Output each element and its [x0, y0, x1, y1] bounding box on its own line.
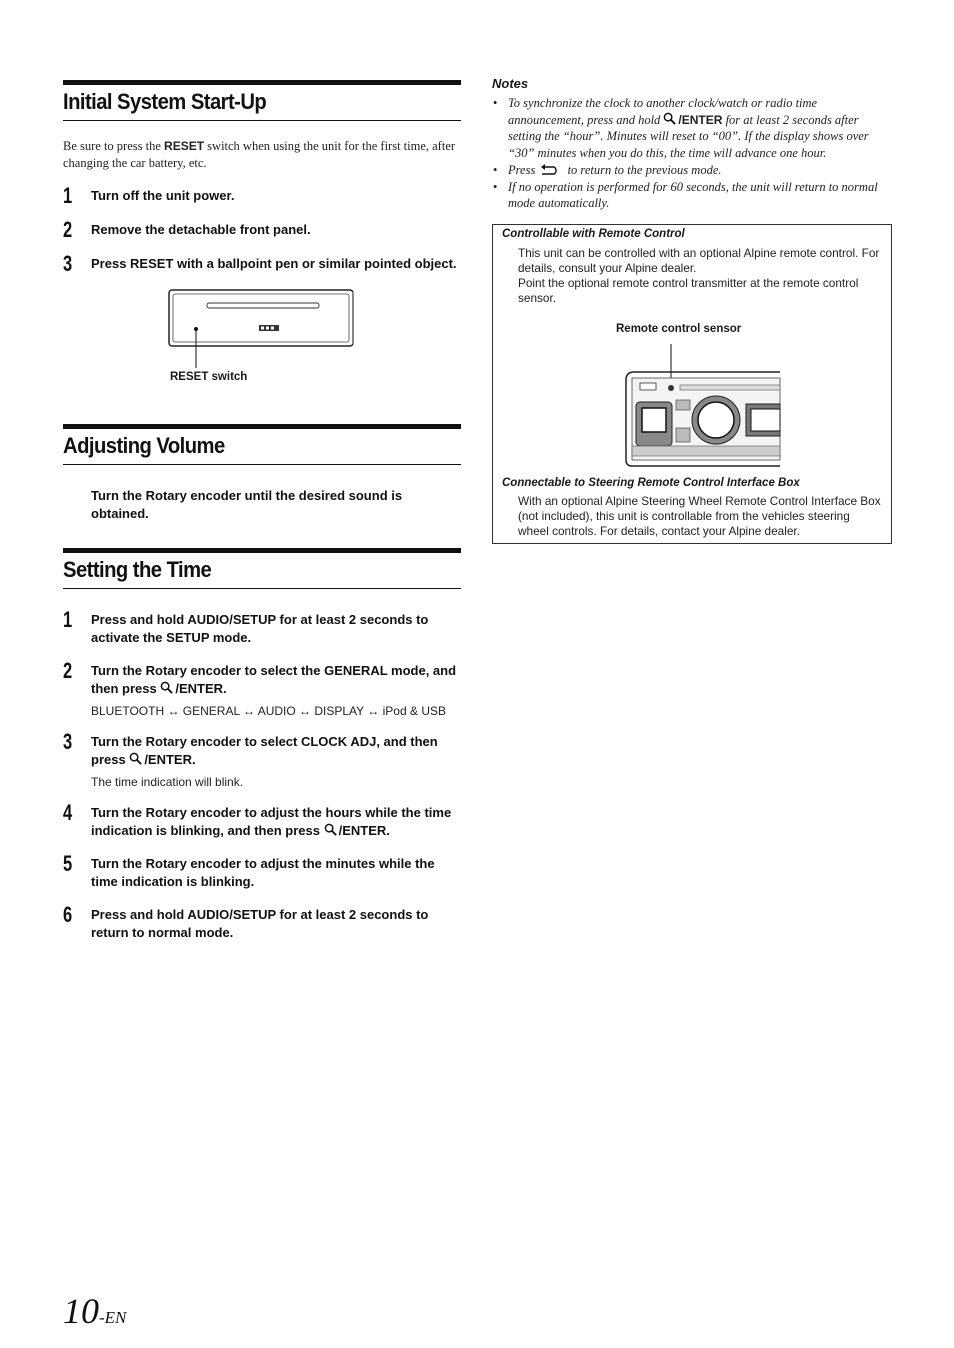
section-header-startup	[63, 80, 461, 121]
enter-key: /ENTER	[678, 112, 723, 127]
step-text	[91, 733, 461, 770]
rotary-encoder-key: Rotary encoder	[145, 733, 242, 749]
step-text-end: .	[386, 823, 390, 838]
startup-step-3	[63, 251, 461, 276]
step-text-post: to adjust the hours while the time indication is blinking, and then press	[91, 804, 452, 838]
step-text-pre: Press and hold	[91, 906, 188, 922]
step-text	[91, 906, 461, 943]
audio-setup-key: AUDIO/SETUP	[187, 611, 276, 627]
step-number: 4	[63, 799, 73, 825]
page-number-value: 10	[63, 1291, 99, 1331]
intro-text: Be sure to press the	[63, 139, 165, 153]
startup-step-1	[63, 183, 461, 208]
box-body-steering: With an optional Alpine Steering Wheel Remote Control Interface Box (not included), this unit is controllable from the vehicles steering wheel controls. For details, contact your Alpine dealer.	[518, 493, 881, 538]
time-step-5	[63, 850, 461, 892]
step-number: 6	[63, 901, 73, 927]
intro-text-end: switch when using the unit for the first time, after changing the car battery, etc.	[63, 139, 456, 170]
note-text-post: for at least 2 seconds after setting the “hour”. Minutes will reset to “00”. If the display shows over “30” minutes when you do this, the time will advance one hour.	[508, 112, 869, 161]
volume-step	[63, 487, 461, 524]
section-header-volume	[63, 424, 461, 465]
note-text-pre: To synchronize the clock to another clock/watch or radio time announcement, press and hold	[508, 96, 818, 127]
note-item	[492, 162, 892, 179]
page-number-suffix: -EN	[99, 1308, 127, 1327]
startup-intro	[63, 138, 461, 172]
rotary-encoder-key: Rotary encoder	[145, 662, 242, 678]
section-title: Initial System Start-Up	[63, 89, 267, 114]
rotary-encoder-key: Rotary encoder	[145, 804, 242, 820]
page-number	[63, 1290, 126, 1332]
note-item	[492, 95, 892, 162]
remote-control-box	[492, 224, 892, 544]
rotary-encoder-key: Rotary encoder	[145, 487, 242, 503]
search-icon	[160, 681, 173, 694]
head-unit-illustration	[163, 288, 463, 368]
note-text: If no operation is performed for 60 seconds, the unit will return to normal mode automatically.	[508, 179, 878, 211]
step-number: 2	[63, 216, 73, 242]
note-item	[492, 179, 892, 212]
rotary-encoder-key: Rotary encoder	[145, 855, 242, 871]
step-text	[91, 255, 461, 274]
step-text-post: to select CLOCK ADJ, and then press	[91, 733, 438, 767]
enter-key: /ENTER	[338, 823, 387, 838]
step-text-pre: Press	[91, 256, 131, 271]
notes-title: Notes	[492, 76, 529, 91]
section-title: Adjusting Volume	[63, 432, 225, 458]
step-text-pre: Turn the	[91, 855, 146, 871]
time-step-1	[63, 606, 461, 648]
step-text-post: for at least 2 seconds to return to normal mode.	[91, 906, 429, 940]
audio-setup-key: AUDIO/SETUP	[187, 906, 276, 922]
step-number: 2	[63, 657, 73, 683]
enter-key: /ENTER	[175, 681, 224, 696]
search-icon	[663, 112, 676, 125]
step-text	[91, 855, 461, 892]
step-number: 3	[63, 728, 73, 754]
box-body-remote: This unit can be controlled with an optional Alpine remote control. For details, consult your Alpine dealer.	[518, 245, 880, 275]
notes-list	[492, 95, 892, 212]
step-text-pre: Turn the	[91, 662, 146, 678]
step-text-pre: Press and hold	[91, 611, 188, 627]
time-step-2	[63, 657, 461, 719]
section-header-time	[63, 548, 461, 589]
step-text-post: for at least 2 seconds to activate the SETUP mode.	[91, 611, 429, 645]
step-text-pre: Turn the	[91, 804, 146, 820]
step-text	[91, 662, 461, 699]
step-number: 3	[63, 251, 73, 276]
step-text-pre: Turn the	[91, 733, 146, 749]
box-body-remote-sensor: Point the optional remote control transmitter at the remote control sensor.	[518, 275, 859, 305]
reset-key: RESET	[130, 256, 174, 271]
remote-sensor-figure	[502, 306, 882, 476]
step-text-end: .	[223, 681, 227, 696]
step-text-post: with a ballpoint pen or similar pointed object.	[173, 256, 457, 271]
step-text-post: to select the GENERAL mode, and then press	[91, 662, 457, 696]
box-title-remote: Controllable with Remote Control	[502, 227, 685, 240]
remote-sensor-label: Remote control sensor	[616, 322, 742, 335]
step-note: The time indication will blink.	[91, 774, 244, 789]
time-step-4	[63, 799, 461, 841]
step-text-post: to adjust the minutes while the time indication is blinking.	[91, 855, 435, 889]
step-text-post: until the desired sound is obtained.	[91, 487, 403, 521]
step-text-end: .	[191, 752, 196, 767]
time-step-3	[63, 728, 461, 790]
step-number: 1	[63, 606, 73, 632]
return-icon	[540, 163, 562, 175]
step-text	[91, 487, 461, 524]
step-text	[91, 611, 461, 648]
left-column	[63, 80, 461, 943]
section-title: Setting the Time	[63, 556, 212, 582]
search-icon	[129, 752, 142, 765]
step-text: Turn off the unit power.	[91, 188, 235, 203]
mode-sequence: BLUETOOTH ↔ GENERAL ↔ AUDIO ↔ DISPLAY ↔ iPod & USB	[91, 703, 446, 718]
search-icon	[324, 823, 337, 836]
right-column	[492, 76, 892, 544]
box-title-steering: Connectable to Steering Remote Control Interface Box	[502, 476, 800, 489]
note-text-pre: Press	[508, 162, 539, 177]
reset-key: RESET	[164, 139, 205, 153]
step-number: 1	[63, 183, 73, 208]
step-text	[91, 804, 461, 841]
reset-switch-label: RESET switch	[170, 370, 248, 383]
enter-key: /ENTER	[144, 752, 192, 767]
step-text: Remove the detachable front panel.	[91, 221, 311, 237]
time-step-6	[63, 901, 461, 943]
head-unit-front-illustration	[614, 342, 784, 472]
startup-step-2	[63, 216, 461, 242]
note-text-post: to return to the previous mode.	[564, 162, 722, 177]
step-text-pre: Turn the	[91, 487, 146, 503]
unit-figure	[63, 288, 461, 393]
step-number: 5	[63, 850, 73, 876]
